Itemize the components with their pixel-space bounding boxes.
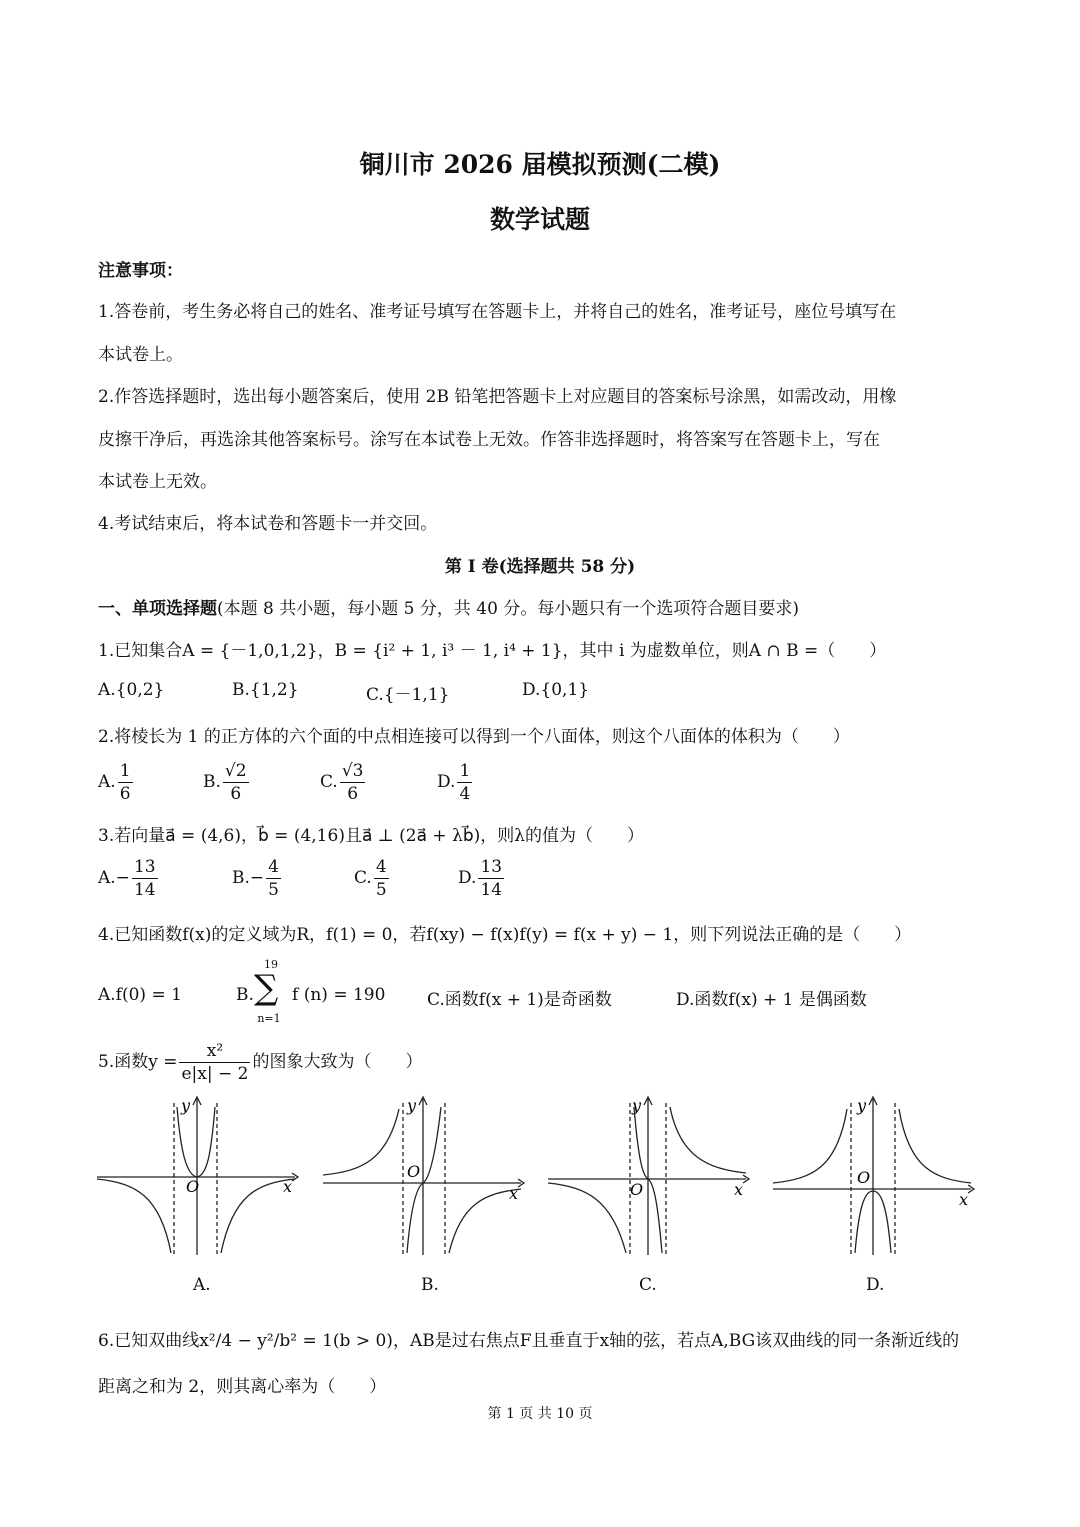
q1-stem: 1.已知集合A = {－1,0,1,2}，B = {i² + 1, i³ － 1, i⁴ + 1}，其中 i 为虚数单位，则A ∩ B =（ ） (98, 641, 887, 661)
q2-option-a: A. $\frac{1}{6}$ (98, 761, 131, 804)
q2-option-c: C. $\frac{√3}{6}$ (320, 761, 364, 804)
q3-option-c: C. $\frac{4}{5}$ (354, 857, 387, 900)
q1-option-c: C.{－1,1} (366, 685, 450, 705)
note-2b: 皮擦干净后，再选涂其他答案标号。涂写在本试卷上无效。作答非选择题时，将答案写在答题卡上，写在 (98, 430, 880, 450)
note-1b: 本试卷上。 (98, 345, 183, 365)
exam-title: 铜川市 2026 届模拟预测(二模) (359, 150, 721, 179)
svg-text:O: O (407, 1162, 421, 1181)
svg-text:x: x (734, 1180, 744, 1199)
q1-option-b: B.{1,2} (232, 680, 299, 700)
q5-stem: 5.函数y = $\frac{\text{x²}}{e|x| - 2}$ 的图象大致为（ ） (98, 1041, 423, 1084)
note-4: 4.考试结束后，将本试卷和答题卡一并交回。 (98, 514, 438, 534)
graph-label-c: C. (639, 1275, 657, 1295)
q1-option-a: A.{0,2} (98, 680, 165, 700)
svg-text:y: y (407, 1096, 417, 1115)
svg-text:x: x (959, 1190, 969, 1209)
svg-text:O: O (857, 1168, 871, 1187)
q4-option-c: C.函数f(x + 1)是奇函数 (427, 990, 612, 1010)
q4-option-a: A.f(0) = 1 (98, 985, 182, 1005)
part-head-label: 一、单项选择题 (98, 599, 217, 619)
note-2a: 2.作答选择题时，选出每小题答案后，使用 2B 铅笔把答题卡上对应题目的答案标号涂黑，如需改动，用橡 (98, 387, 897, 407)
svg-text:y: y (632, 1096, 642, 1115)
page-footer: 第 1 页 共 10 页 (487, 1406, 593, 1422)
svg-text:x: x (509, 1184, 519, 1203)
q3-option-d: D. $\frac{13}{14}$ (458, 857, 503, 900)
part-head-desc: (本题 8 共小题，每小题 5 分，共 40 分。每小题只有一个选项符合题目要求) (217, 599, 799, 619)
graph-label-d: D. (866, 1275, 885, 1295)
note-1a: 1.答卷前，考生务必将自己的姓名、准考证号填写在答题卡上，并将自己的姓名，准考证号，座位号填写在 (98, 302, 897, 322)
graph-c (546, 1095, 751, 1260)
graph-b (321, 1095, 526, 1260)
q2-option-b: B. $\frac{√2}{6}$ (203, 761, 247, 804)
part-heading (98, 594, 799, 619)
graph-label-a: A. (193, 1275, 211, 1295)
svg-text:x: x (283, 1177, 293, 1196)
q3-stem: 3.若向量a⃗ = (4,6)，b⃗ = (4,16)且a⃗ ⊥ (2a⃗ + λb⃗)，则λ的值为（ ） (98, 826, 645, 846)
q2-stem: 2.将棱长为 1 的正方体的六个面的中点相连接可以得到一个八面体，则这个八面体的体积为（ ） (98, 727, 850, 747)
q2-option-d: D. $\frac{1}{4}$ (437, 761, 471, 804)
q6-line2: 距离之和为 2，则其离心率为（ ） (98, 1377, 387, 1397)
graph-d (771, 1095, 976, 1260)
svg-text:O: O (186, 1177, 200, 1196)
q4-stem: 4.已知函数f(x)的定义域为R，f(1) = 0，若f(xy) − f(x)f(y) = f(x + y) − 1，则下列说法正确的是（ ） (98, 925, 912, 945)
graph-a (95, 1095, 300, 1260)
q1-option-d: D.{0,1} (522, 680, 590, 700)
note-2c: 本试卷上无效。 (98, 472, 217, 492)
svg-text:y: y (857, 1096, 867, 1115)
notes-heading: 注意事项： (98, 261, 183, 281)
q4-option-d: D.函数f(x) + 1 是偶函数 (676, 990, 867, 1010)
q6-line1: 6.已知双曲线x²/4 − y²/b² = 1(b > 0)，AB是过右焦点F且垂直于x轴的弦，若点A,BG该双曲线的同一条渐近线的 (98, 1331, 960, 1351)
graph-label-b: B. (421, 1275, 439, 1295)
svg-text:y: y (181, 1096, 191, 1115)
exam-subtitle: 数学试题 (489, 205, 590, 234)
q3-option-a: A.− $\frac{13}{14}$ (98, 857, 156, 900)
svg-text:O: O (630, 1180, 644, 1199)
q3-option-b: B.− $\frac{4}{5}$ (232, 857, 279, 900)
sigma-symbol: ∑ (254, 968, 279, 1008)
section-title: 第 I 卷(选择题共 58 分) (444, 557, 636, 577)
